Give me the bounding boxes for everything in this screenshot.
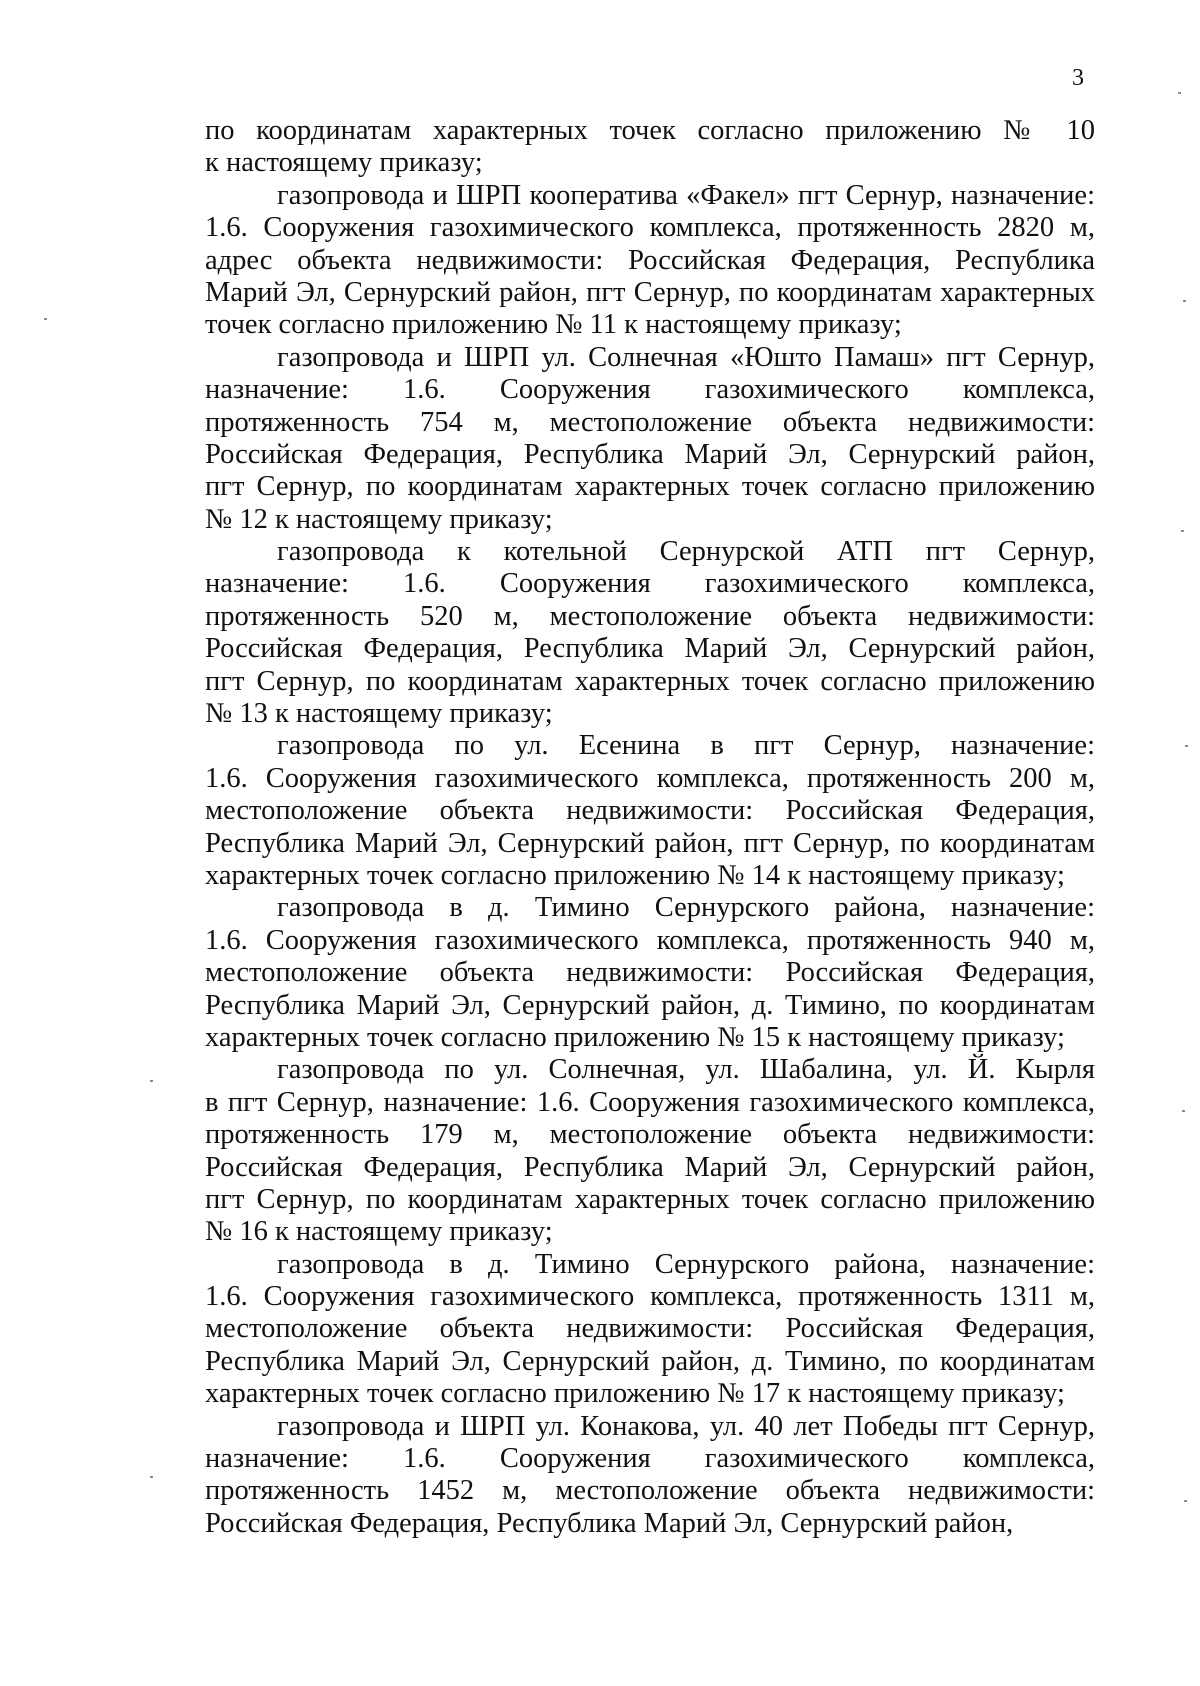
paragraph-line: адрес объекта недвижимости: Российская Федерация, Республика bbox=[205, 244, 1095, 276]
paragraph-line: характерных точек согласно приложению № 14 к настоящему приказу; bbox=[205, 859, 1065, 891]
paragraph-line: 1.6. Сооружения газохимического комплекса, протяженность 940 м, bbox=[205, 924, 1095, 956]
paragraph-line: назначение: 1.6. Сооружения газохимического комплекса, bbox=[205, 568, 1095, 600]
scan-speck bbox=[44, 318, 47, 320]
paragraph-line: протяженность 520 м, местоположение объекта недвижимости: bbox=[205, 600, 1095, 632]
paragraph-line: 1.6. Сооружения газохимического комплекса, протяженность 2820 м, bbox=[205, 212, 1095, 244]
page-number: 3 bbox=[1072, 65, 1084, 91]
paragraph-line: местоположение объекта недвижимости: Российская Федерация, bbox=[205, 957, 1095, 989]
paragraph-line: газопровода к котельной Сернурской АТП пгт Сернур, bbox=[277, 536, 1095, 568]
paragraph-line: газопровода по ул. Солнечная, ул. Шабалина, ул. Й. Кырля bbox=[277, 1054, 1095, 1086]
paragraph-line: Российская Федерация, Республика Марий Эл, Сернурский район, bbox=[205, 1507, 1014, 1539]
paragraph-line: назначение: 1.6. Сооружения газохимического комплекса, bbox=[205, 374, 1095, 406]
paragraph-line: пгт Сернур, по координатам характерных точек согласно приложению bbox=[205, 471, 1095, 503]
document-body bbox=[205, 115, 1095, 1540]
paragraph-line: Российская Федерация, Республика Марий Эл, Сернурский район, bbox=[205, 438, 1095, 470]
paragraph-line: газопровода в д. Тимино Сернурского района, назначение: bbox=[277, 1248, 1095, 1280]
scan-speck bbox=[1185, 745, 1188, 747]
paragraph-line: газопровода и ШРП ул. Конакова, ул. 40 лет Победы пгт Сернур, bbox=[277, 1410, 1095, 1442]
paragraph-line: газопровода и ШРП кооператива «Факел» пгт Сернур, назначение: bbox=[277, 179, 1095, 211]
scan-speck bbox=[1181, 530, 1184, 532]
paragraph-line: Марий Эл, Сернурский район, пгт Сернур, по координатам характерных bbox=[205, 276, 1095, 308]
paragraph-line: местоположение объекта недвижимости: Российская Федерация, bbox=[205, 1313, 1095, 1345]
paragraph-line: по координатам характерных точек согласно приложению № 10 bbox=[205, 115, 1095, 146]
paragraph-line: в пгт Сернур, назначение: 1.6. Сооружения газохимического комплекса, bbox=[205, 1086, 1095, 1118]
paragraph-line: газопровода по ул. Есенина в пгт Сернур, назначение: bbox=[277, 730, 1095, 762]
paragraph-line: № 13 к настоящему приказу; bbox=[205, 698, 553, 730]
paragraph-line: газопровода и ШРП ул. Солнечная «Юшто Памаш» пгт Сернур, bbox=[277, 341, 1095, 373]
scan-speck bbox=[1184, 1500, 1187, 1502]
paragraph-line: Российская Федерация, Республика Марий Эл, Сернурский район, bbox=[205, 1151, 1095, 1183]
paragraph-line: протяженность 754 м, местоположение объекта недвижимости: bbox=[205, 406, 1095, 438]
paragraph-line: № 12 к настоящему приказу; bbox=[205, 503, 553, 535]
paragraph-line: пгт Сернур, по координатам характерных точек согласно приложению bbox=[205, 665, 1095, 697]
paragraph-line: назначение: 1.6. Сооружения газохимического комплекса, bbox=[205, 1443, 1095, 1475]
paragraph-line: 1.6. Сооружения газохимического комплекса, протяженность 200 м, bbox=[205, 762, 1095, 794]
paragraph-line: точек согласно приложению № 11 к настоящему приказу; bbox=[205, 309, 902, 341]
paragraph-line: протяженность 1452 м, местоположение объекта недвижимости: bbox=[205, 1475, 1095, 1507]
paragraph-line: Российская Федерация, Республика Марий Эл, Сернурский район, bbox=[205, 633, 1095, 665]
paragraph-line: Республика Марий Эл, Сернурский район, д. Тимино, по координатам bbox=[205, 1345, 1095, 1377]
paragraph-line: местоположение объекта недвижимости: Российская Федерация, bbox=[205, 795, 1095, 827]
scan-speck bbox=[150, 1080, 153, 1082]
paragraph-line: № 16 к настоящему приказу; bbox=[205, 1216, 553, 1248]
paragraph-line: характерных точек согласно приложению № 15 к настоящему приказу; bbox=[205, 1021, 1065, 1053]
paragraph-line: к настоящему приказу; bbox=[205, 147, 483, 179]
scan-speck bbox=[1178, 92, 1181, 94]
scan-speck bbox=[1182, 1110, 1185, 1112]
paragraph-line: Республика Марий Эл, Сернурский район, пгт Сернур, по координатам bbox=[205, 827, 1095, 859]
paragraph-line: Республика Марий Эл, Сернурский район, д. Тимино, по координатам bbox=[205, 989, 1095, 1021]
scan-speck bbox=[150, 1476, 153, 1478]
paragraph-line: протяженность 179 м, местоположение объекта недвижимости: bbox=[205, 1119, 1095, 1151]
paragraph-line: газопровода в д. Тимино Сернурского района, назначение: bbox=[277, 892, 1095, 924]
paragraph-line: пгт Сернур, по координатам характерных точек согласно приложению bbox=[205, 1183, 1095, 1215]
paragraph-line: характерных точек согласно приложению № 17 к настоящему приказу; bbox=[205, 1378, 1065, 1410]
paragraph-line: 1.6. Сооружения газохимического комплекса, протяженность 1311 м, bbox=[205, 1281, 1095, 1313]
scan-speck bbox=[1183, 300, 1186, 302]
